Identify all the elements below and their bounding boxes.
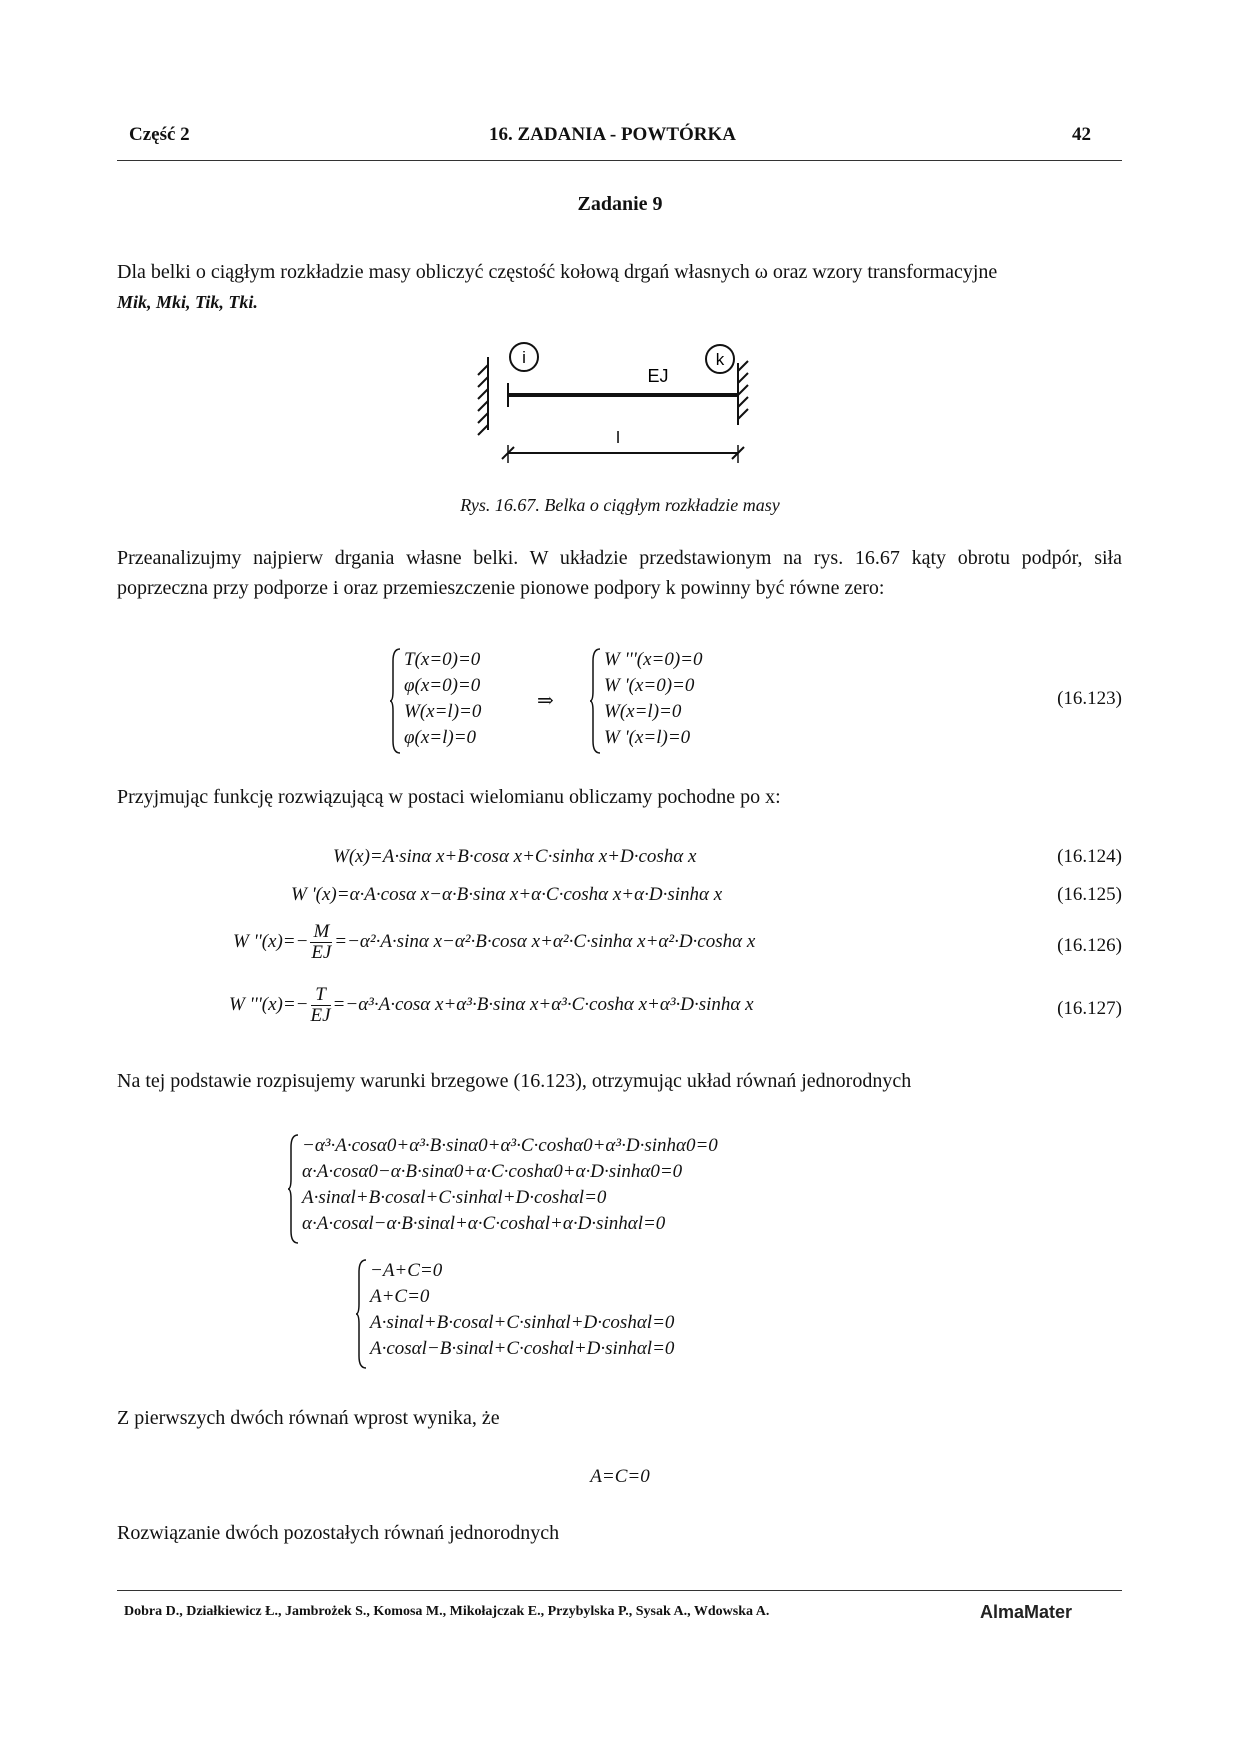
eq123-left-line: φ(x=l)=0 bbox=[404, 727, 477, 748]
implies-arrow: ⇒ bbox=[537, 690, 554, 712]
eq123-right-line: W '''(x=0)=0 bbox=[604, 649, 703, 670]
eq127-number: (16.127) bbox=[1057, 998, 1122, 1019]
header-rule bbox=[117, 160, 1122, 161]
eq127-fraction bbox=[311, 985, 331, 1026]
header-part: Część 2 bbox=[129, 124, 190, 145]
eq125 bbox=[291, 884, 722, 906]
system-2-line: −A+C=0 bbox=[370, 1260, 443, 1281]
system-1-line: α·A·cosα0−α·B·sinα0+α·C·coshα0+α·D·sinhα0=0 bbox=[302, 1161, 683, 1182]
header-page-number: 42 bbox=[1072, 124, 1091, 145]
eq124-rhs: A·sinα x+B·cosα x+C·sinhα x+D·coshα x bbox=[382, 846, 697, 867]
paragraph-2: Przyjmując funkcję rozwiązującą w postaci wielomianu obliczamy pochodne po x: bbox=[117, 786, 781, 808]
node-k-label: k bbox=[715, 350, 725, 369]
eq123-right-line: W '(x=0)=0 bbox=[604, 675, 695, 696]
system-1-line: −α³·A·cosα0+α³·B·sinα0+α³·C·coshα0+α³·D·sinhα0=0 bbox=[302, 1135, 718, 1156]
system-1-line: α·A·cosαl−α·B·sinαl+α·C·coshαl+α·D·sinhαl=0 bbox=[302, 1213, 666, 1234]
footer-brand: AlmaMater bbox=[980, 1602, 1073, 1622]
system-1-brace bbox=[288, 1133, 300, 1245]
eq126-number: (16.126) bbox=[1057, 935, 1122, 956]
system-2-brace bbox=[356, 1258, 368, 1370]
beam-figure bbox=[470, 335, 770, 475]
stiffness-label: EJ bbox=[647, 366, 669, 386]
eq127 bbox=[229, 985, 754, 1026]
eq124-number: (16.124) bbox=[1057, 846, 1122, 867]
right-brace bbox=[590, 647, 602, 755]
eq125-number: (16.125) bbox=[1057, 884, 1122, 905]
system-2-line: A+C=0 bbox=[370, 1286, 430, 1307]
eq126-rhs: =−α²·A·sinα x−α²·B·cosα x+α²·C·sinhα x+α²·D·coshα x bbox=[334, 930, 756, 952]
eq127-rhs: =−α³·A·cosα x+α³·B·sinα x+α³·C·coshα x+α³·D·sinhα x bbox=[332, 993, 754, 1015]
eq125-rhs: α·A·cosα x−α·B·sinα x+α·C·coshα x+α·D·sinhα x bbox=[349, 884, 723, 905]
node-i-label: i bbox=[522, 348, 526, 367]
eq123-left-line: W(x=l)=0 bbox=[404, 701, 482, 722]
eq126-lhs: W ''(x)=− bbox=[233, 930, 309, 952]
eq124-lhs: W(x)= bbox=[333, 846, 383, 867]
system-2 bbox=[356, 1258, 816, 1370]
intro-line-2: Mik, Mki, Tik, Tki. bbox=[117, 292, 258, 312]
result-equation: A=C=0 bbox=[590, 1466, 650, 1487]
eq123-right-lines bbox=[604, 647, 703, 751]
paragraph-3: Na tej podstawie rozpisujemy warunki brzegowe (16.123), otrzymując układ równań jednorodnych bbox=[117, 1070, 912, 1092]
paragraph-1: Przeanalizujmy najpierw drgania własne belki. W układzie przedstawionym na rys. 16.67 kąty obrotu podpór, siła poprzeczna przy podporze i oraz przemieszczenie pionowe podpory k powinny być równe zero: bbox=[117, 547, 1122, 599]
eq123-number: (16.123) bbox=[1057, 688, 1122, 709]
eq127-frac-num: T bbox=[311, 985, 331, 1006]
system-1 bbox=[288, 1133, 848, 1245]
eq123-right-line: W '(x=l)=0 bbox=[604, 727, 691, 748]
footer-rule bbox=[117, 1590, 1122, 1591]
left-brace bbox=[390, 647, 402, 755]
system-1-lines bbox=[302, 1133, 718, 1237]
left-fixed-support bbox=[478, 357, 488, 435]
eq127-frac-den: EJ bbox=[310, 1005, 331, 1026]
eq125-lhs: W '(x)= bbox=[291, 884, 350, 905]
eq123-left-system bbox=[390, 647, 560, 757]
eq123-left-line: φ(x=0)=0 bbox=[404, 675, 481, 696]
eq123-left-lines bbox=[404, 647, 481, 751]
task-title: Zadanie 9 bbox=[577, 193, 663, 215]
eq126-frac-num: M bbox=[310, 922, 332, 943]
eq126-frac-den: EJ bbox=[311, 942, 332, 963]
system-2-line: A·sinαl+B·cosαl+C·sinhαl+D·coshαl=0 bbox=[370, 1312, 675, 1333]
eq127-lhs: W '''(x)=− bbox=[229, 993, 309, 1015]
eq123-right-system bbox=[590, 647, 780, 757]
system-1-line: A·sinαl+B·cosαl+C·sinhαl+D·coshαl=0 bbox=[302, 1187, 607, 1208]
eq123-right-line: W(x=l)=0 bbox=[604, 701, 682, 722]
eq123-left-line: T(x=0)=0 bbox=[404, 649, 481, 670]
intro-line-1: Dla belki o ciągłym rozkładzie masy obliczyć częstość kołową drgań własnych ω oraz wzory transformacyjne bbox=[117, 261, 998, 283]
figure-caption: Rys. 16.67. Belka o ciągłym rozkładzie masy bbox=[460, 495, 780, 515]
eq124 bbox=[333, 846, 696, 868]
right-fixed-support bbox=[738, 361, 748, 425]
paragraph-5: Rozwiązanie dwóch pozostałych równań jednorodnych bbox=[117, 1522, 560, 1544]
system-2-line: A·cosαl−B·sinαl+C·coshαl+D·sinhαl=0 bbox=[370, 1338, 675, 1359]
length-label: l bbox=[616, 428, 620, 447]
system-2-lines bbox=[370, 1258, 674, 1362]
eq126 bbox=[233, 922, 755, 963]
eq126-fraction bbox=[310, 922, 332, 963]
header-chapter: 16. ZADANIA - POWTÓRKA bbox=[489, 124, 737, 145]
intro-paragraph bbox=[117, 257, 1122, 317]
paragraph-4: Z pierwszych dwóch równań wprost wynika, że bbox=[117, 1407, 500, 1429]
footer-authors: Dobra D., Działkiewicz Ł., Jambrożek S., Komosa M., Mikołajczak E., Przybylska P., Sysak A., Wdowska A. bbox=[124, 1604, 770, 1619]
